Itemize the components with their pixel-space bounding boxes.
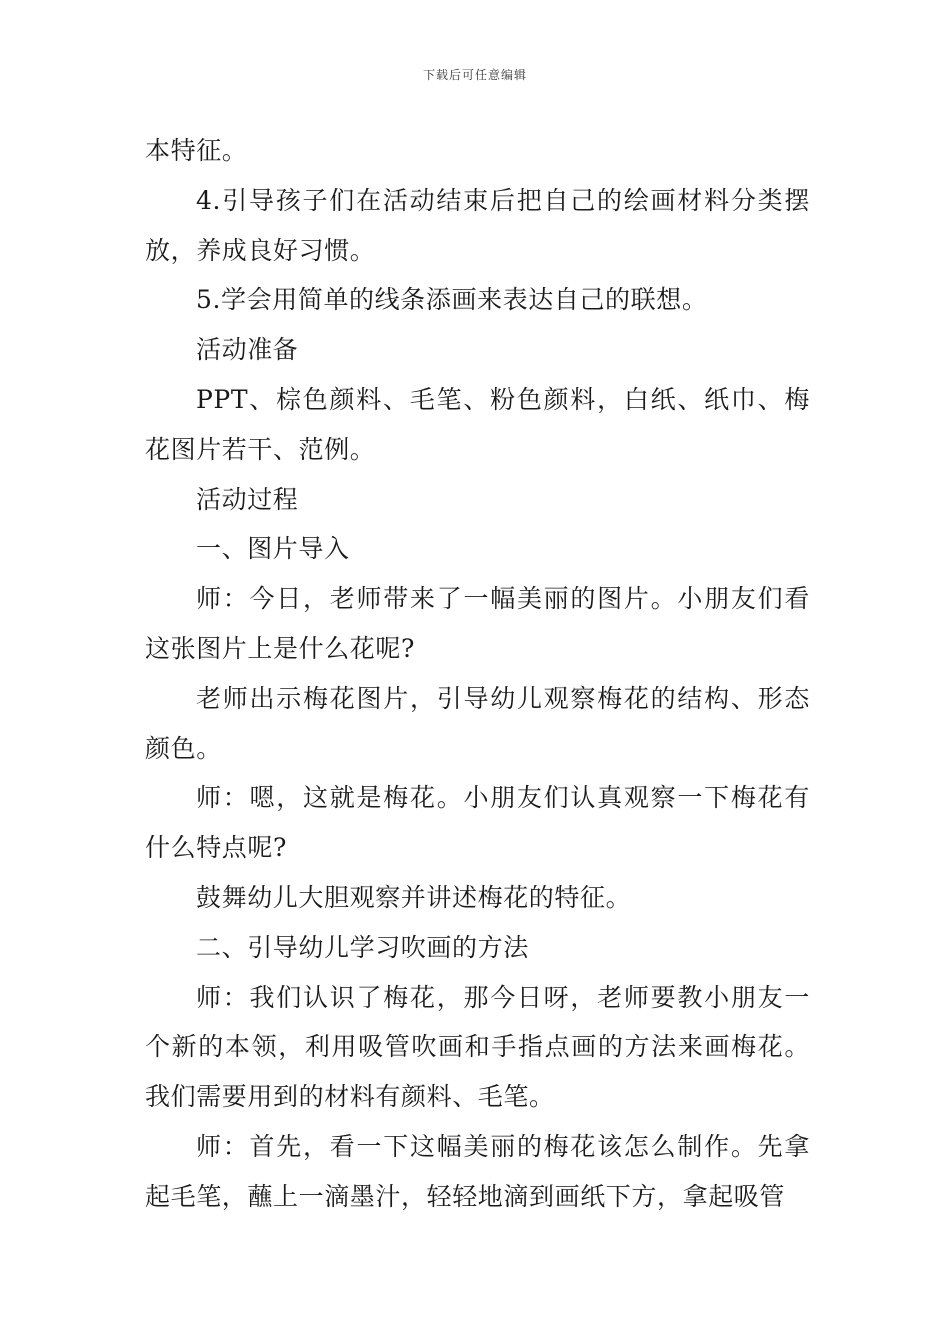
section-heading: 一、图片导入 (196, 534, 350, 564)
paragraph: 老师出示梅花图片，引导幼儿观察梅花的结构、形态颜色。 (145, 683, 810, 763)
paragraph: 师：今日，老师带来了一幅美丽的图片。小朋友们看这张图片上是什么花呢? (145, 584, 810, 663)
paragraph: 师：首先，看一下这幅美丽的梅花该怎么制作。先拿起毛笔，蘸上一滴墨汁，轻轻地滴到画纸下方，拿起吸管 (145, 1131, 810, 1211)
page-header: 下载后可任意编辑 (422, 68, 527, 82)
paragraph: 本特征。 (145, 136, 248, 165)
paragraph: PPT、棕色颜料、毛笔、粉色颜料，白纸、纸巾、梅花图片若干、范例。 (145, 384, 810, 464)
paragraph: 师：嗯，这就是梅花。小朋友们认真观察一下梅花有什么特点呢? (145, 783, 810, 863)
paragraph: 师：我们认识了梅花，那今日呀，老师要教小朋友一个新的本领，利用吸管吹画和手指点画的方法来画梅花。我们需要用到的材料有颜料、毛笔。 (145, 982, 810, 1112)
section-heading: 活动准备 (196, 335, 299, 365)
document-body (145, 126, 810, 1222)
section-heading: 活动过程 (196, 484, 299, 514)
section-heading: 二、引导幼儿学习吹画的方法 (196, 932, 529, 962)
paragraph: 5.学会用简单的线条添画来表达自己的联想。 (196, 285, 708, 315)
paragraph: 鼓舞幼儿大胆观察并讲述梅花的特征。 (196, 882, 632, 912)
paragraph: 4.引导孩子们在活动结束后把自己的绘画材料分类摆放，养成良好习惯。 (145, 185, 810, 265)
